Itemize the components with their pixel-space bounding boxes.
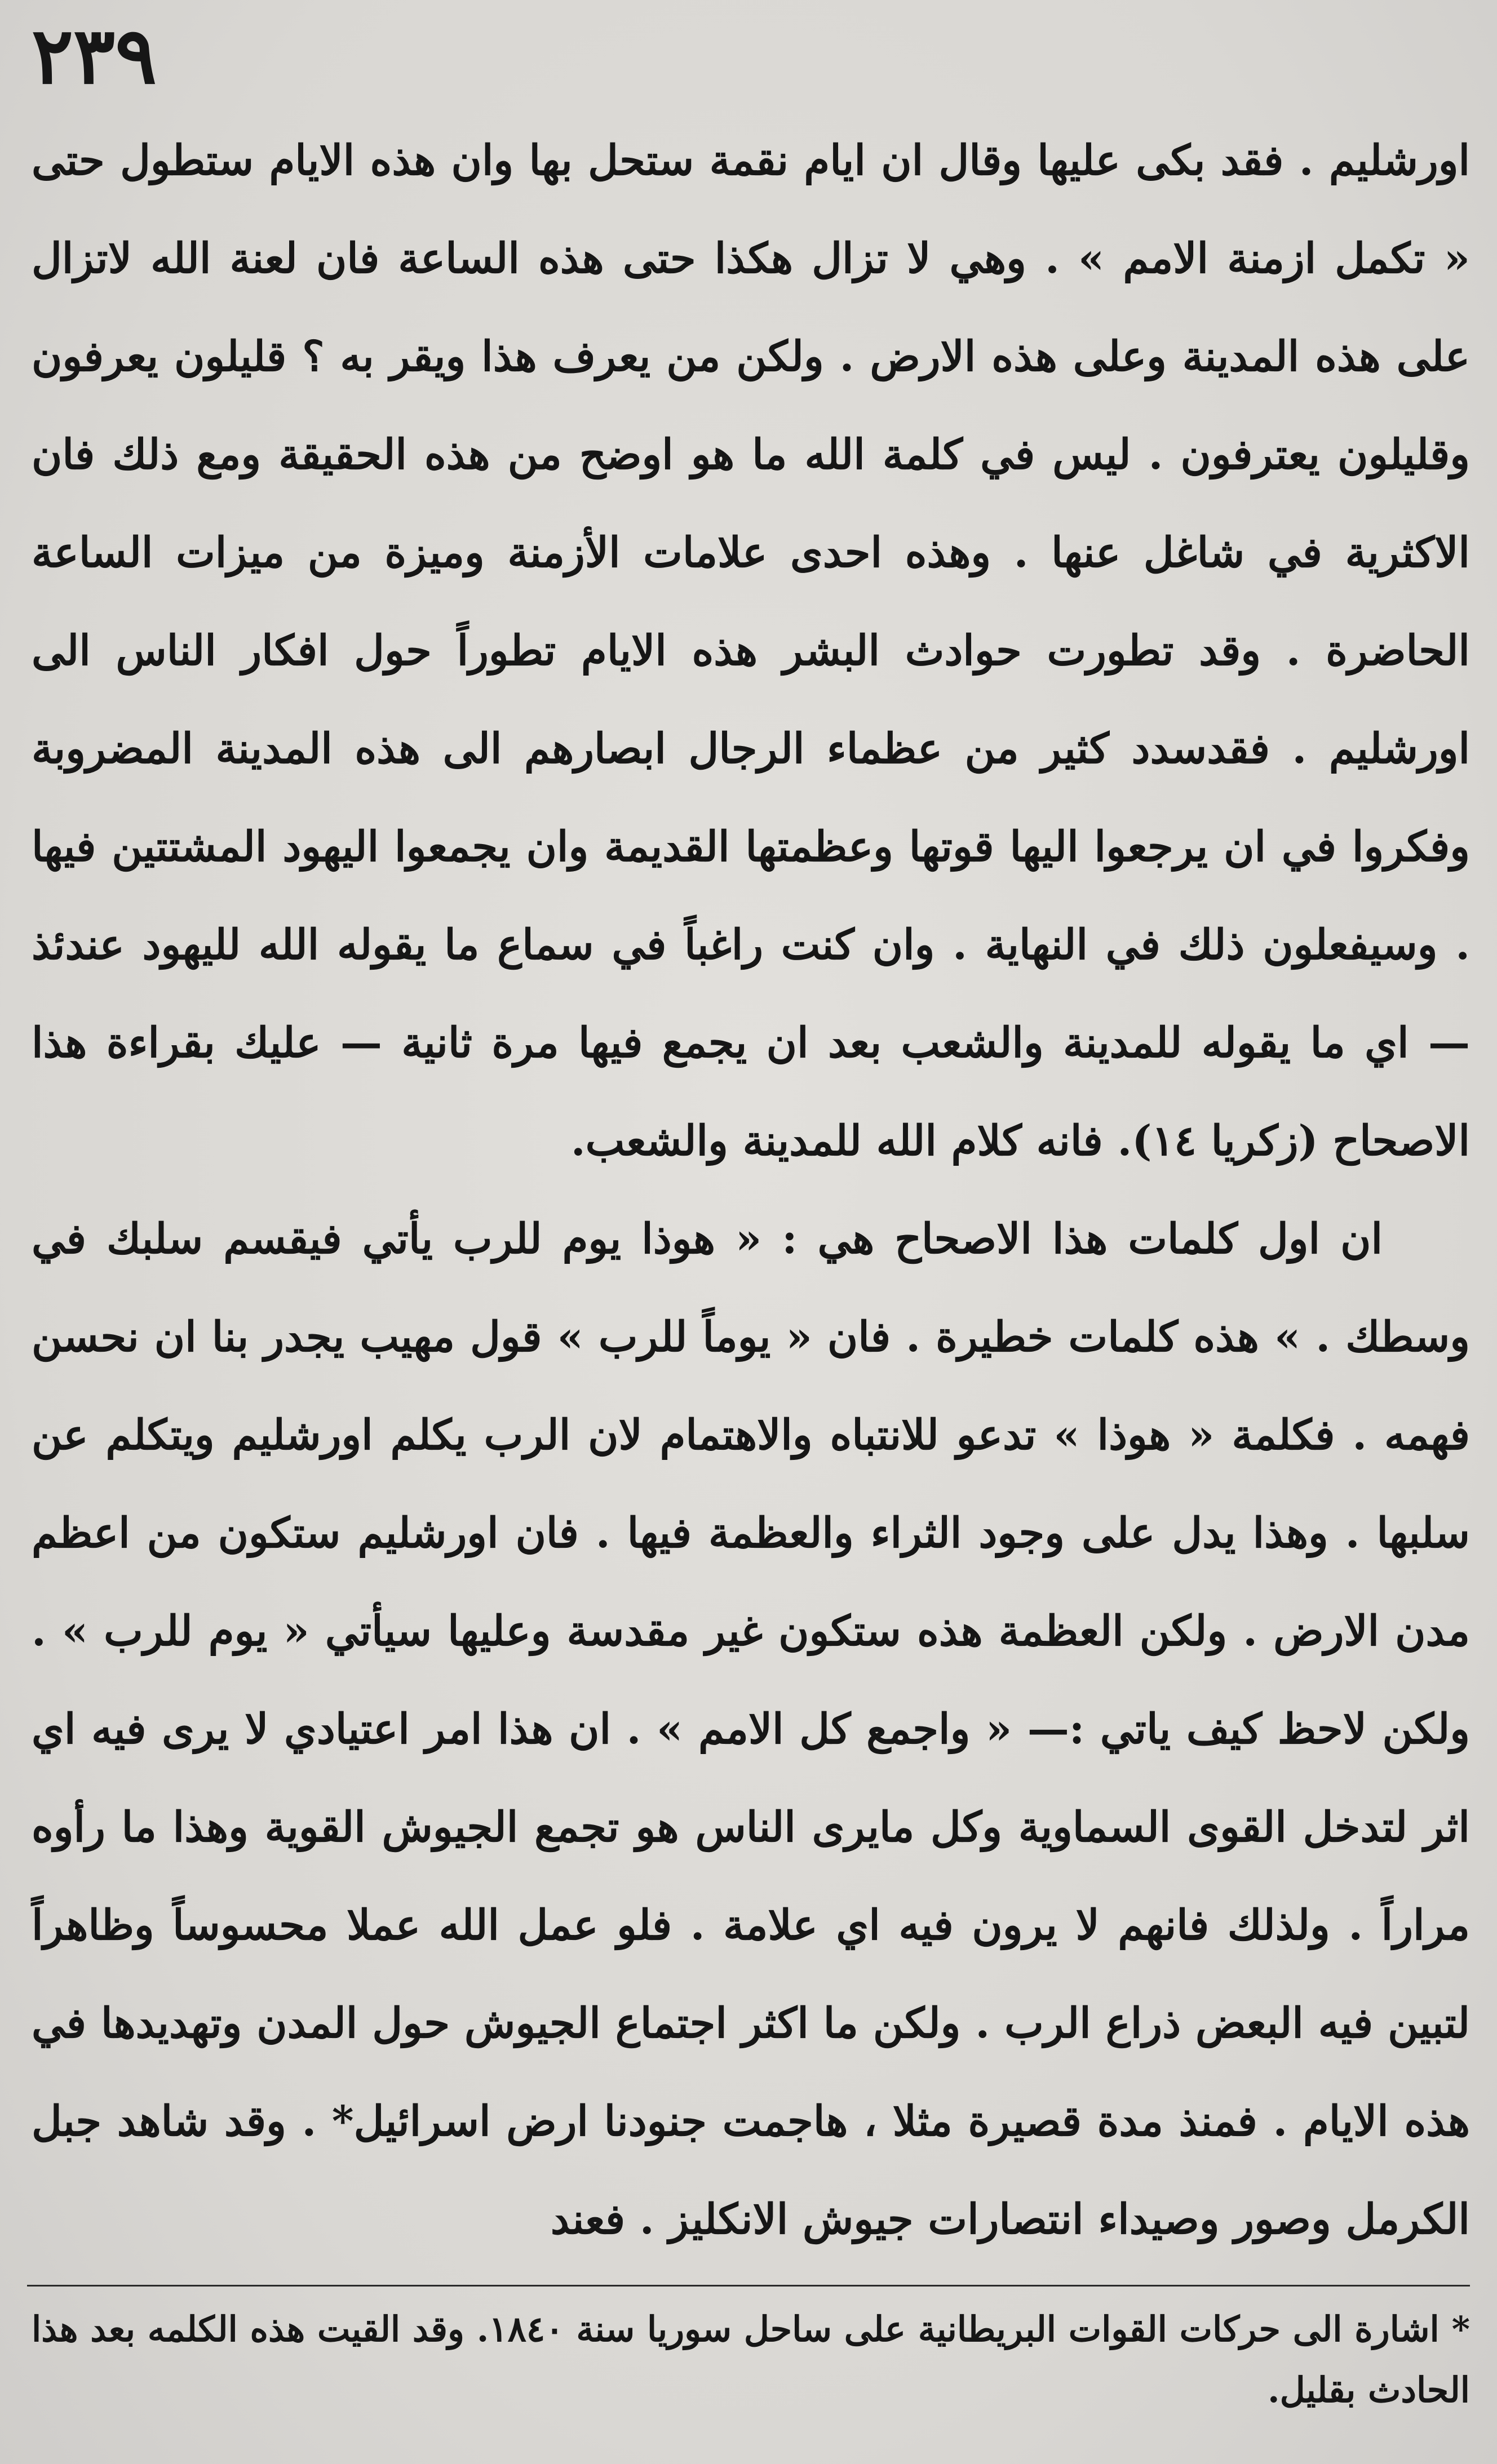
footnote xyxy=(32,2299,1470,2421)
body-text xyxy=(32,112,1470,2268)
paragraph-1: اورشليم . فقد بكى عليها وقال ان ايام نقمة ستحل بها وان هذه الايام ستطول حتى « تكمل ازمنة الامم » . وهي لا تزال هكذا حتى هذه الساعة فان لعنة الله لاتزال على هذه المدينة وعلى هذه الارض . ولكن من يعرف هذا ويقر به ؟ قليلون يعرفون وقليلون يعترفون . ليس في كلمة الله ما هو اوضح من هذه الحقيقة ومع ذلك فان الاكثرية في شاغل عنها . وهذه احدى علامات الأزمنة وميزة من ميزات الساعة الحاضرة . وقد تطورت حوادث البشر هذه الايام تطوراً حول افكار الناس الى اورشليم . فقدسدد كثير من عظماء الرجال ابصارهم الى هذه المدينة المضروبة وفكروا في ان يرجعوا اليها قوتها وعظمتها القديمة وان يجمعوا اليهود المشتتين فيها . وسيفعلون ذلك في النهاية . وان كنت راغباً في سماع ما يقوله الله لليهود عندئذ — اي ما يقوله للمدينة والشعب بعد ان يجمع فيها مرة ثانية — عليك بقراءة هذا الاصحاح (زكريا ١٤). فانه كلام الله للمدينة والشعب. xyxy=(32,136,1470,1165)
page-number: ٢٣٩ xyxy=(32,10,157,101)
footnote-divider xyxy=(27,2285,1470,2287)
footnote-text: * اشارة الى حركات القوات البريطانية على ساحل سوريا سنة ١٨٤٠. وقد القيت هذه الكلمه بعد هذا الحادث بقليل. xyxy=(32,2308,1470,2410)
paragraph-2: ان اول كلمات هذا الاصحاح هي : « هوذا يوم للرب يأتي فيقسم سلبك في وسطك . » هذه كلمات خطيرة . فان « يوماً للرب » قول مهيب يجدر بنا ان نحسن فهمه . فكلمة « هوذا » تدعو للانتباه والاهتمام لان الرب يكلم اورشليم ويتكلم عن سلبها . وهذا يدل على وجود الثراء والعظمة فيها . فان اورشليم ستكون من اعظم مدن الارض . ولكن العظمة هذه ستكون غير مقدسة وعليها سيأتي « يوم للرب » . ولكن لاحظ كيف ياتي :— « واجمع كل الامم » . ان هذا امر اعتيادي لا يرى فيه اي اثر لتدخل القوى السماوية وكل مايرى الناس هو تجمع الجيوش القوية وهذا ما رأوه مراراً . ولذلك فانهم لا يرون فيه اي علامة . فلو عمل الله عملا محسوساً وظاهراً لتبين فيه البعض ذراع الرب . ولكن ما اكثر اجتماع الجيوش حول المدن وتهديدها في هذه الايام . فمنذ مدة قصيرة مثلا ، هاجمت جنودنا ارض اسرائيل* . وقد شاهد جبل الكرمل وصور وصيداء انتصارات جيوش الانكليز . فعند xyxy=(32,1215,1470,2244)
